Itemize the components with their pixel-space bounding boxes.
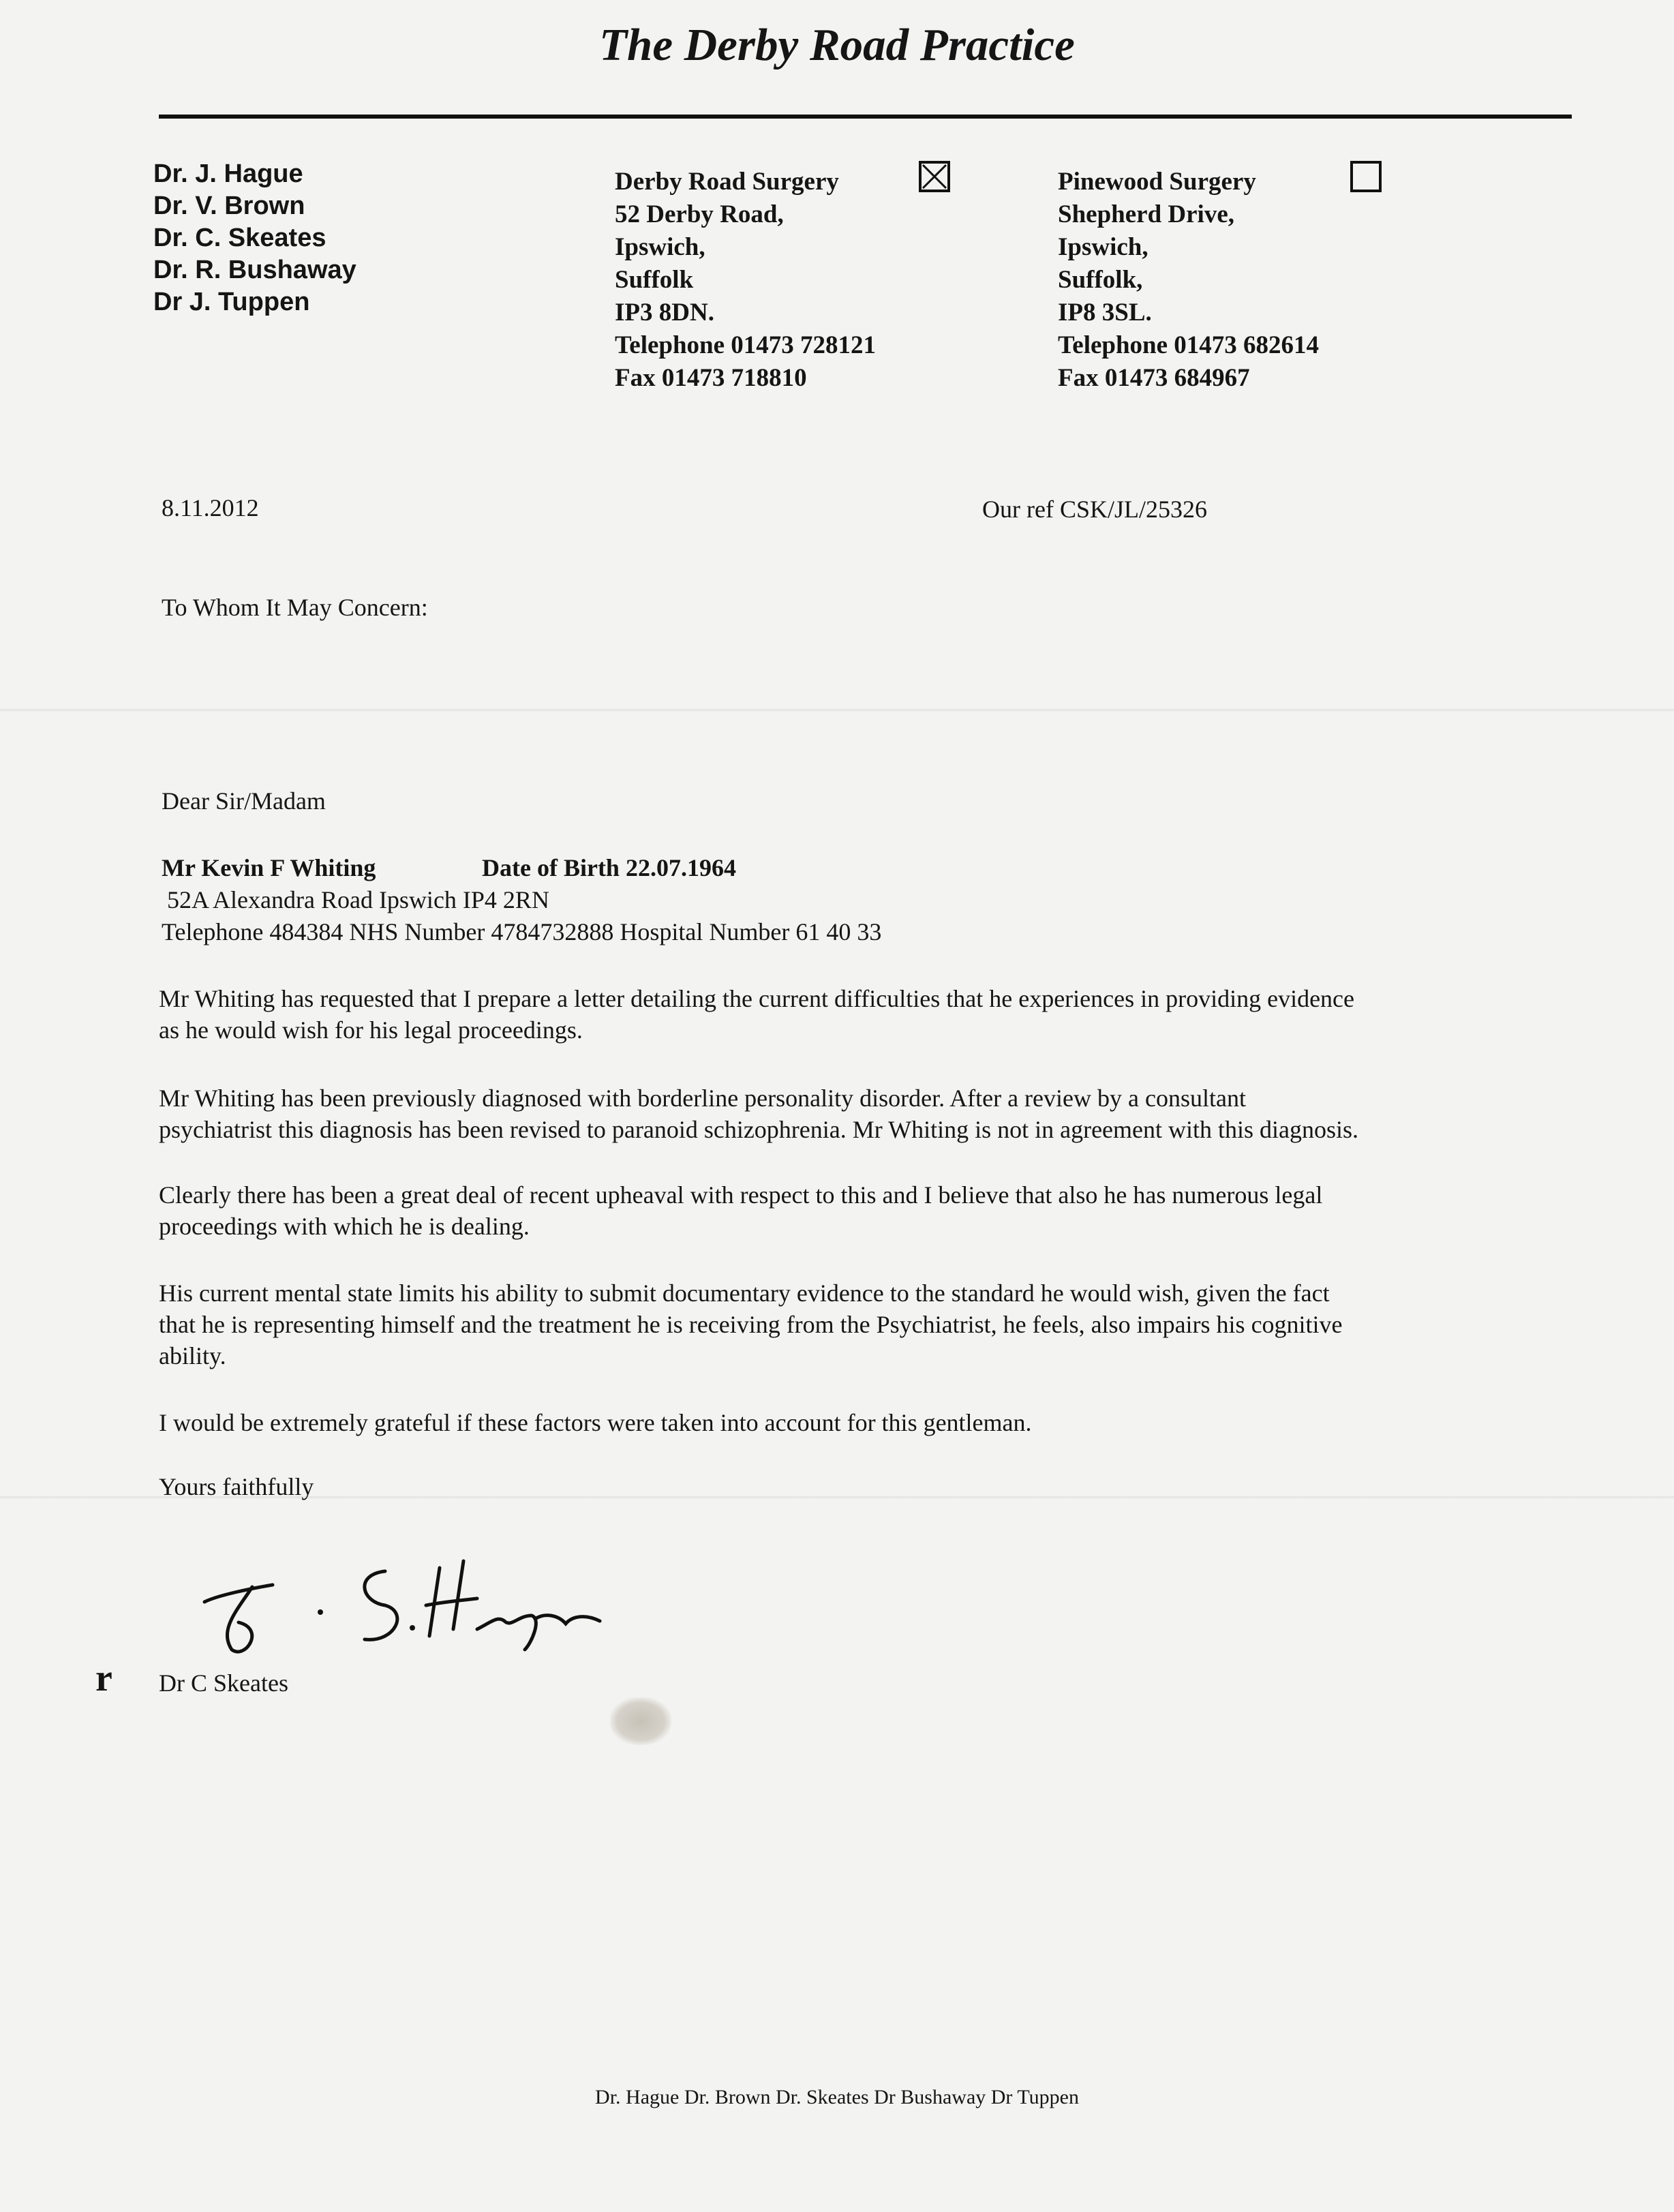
doctor-name: Dr. V. Brown xyxy=(153,192,305,220)
patient-name: Mr Kevin F Whiting xyxy=(162,854,376,881)
body-paragraph xyxy=(159,1082,1570,1145)
telephone-line: Telephone 01473 682614 xyxy=(1058,331,1320,359)
paragraph-line: His current mental state limits his ability to submit documentary evidence to the standard he would wish, given the fact xyxy=(159,1279,1330,1307)
address-line: Shepherd Drive, xyxy=(1058,200,1234,228)
doctor-list xyxy=(153,158,356,318)
paragraph-line: Clearly there has been a great deal of recent upheaval with respect to this and I believe that also he has numerous legal xyxy=(159,1181,1323,1209)
body-paragraph xyxy=(159,983,1570,1046)
address-line: IP8 3SL. xyxy=(1058,299,1152,327)
closing: Yours faithfully xyxy=(159,1473,314,1500)
doctor-name: Dr J. Tuppen xyxy=(153,288,310,316)
pinewood-checkbox-unchecked xyxy=(1350,161,1382,192)
paper-stain xyxy=(610,1697,671,1745)
paragraph-line: ability. xyxy=(159,1342,226,1369)
telephone-line: Telephone 01473 728121 xyxy=(615,331,877,359)
letter-date: 8.11.2012 xyxy=(162,494,259,521)
doctor-name: Dr. R. Bushaway xyxy=(153,256,356,284)
patient-contact-line: Telephone 484384 NHS Number 4784732888 Hospital Number 61 40 33 xyxy=(162,918,882,945)
body-paragraph xyxy=(159,1407,1570,1438)
paragraph-line: as he would wish for his legal proceedings. xyxy=(159,1016,583,1044)
address-line: Suffolk xyxy=(615,266,694,294)
paragraph-line: that he is representing himself and the treatment he is receiving from the Psychiatrist, he feels, also impairs his cognitive xyxy=(159,1311,1343,1338)
paragraph-line: Mr Whiting has been previously diagnosed with borderline personality disorder. After a review by a consultant xyxy=(159,1085,1246,1112)
surgery-address-pinewood xyxy=(1058,166,1319,395)
patient-dob: Date of Birth 22.07.1964 xyxy=(482,854,736,881)
body-paragraph xyxy=(159,1277,1570,1372)
paragraph-line: Mr Whiting has requested that I prepare a letter detailing the current difficulties that he experiences in providing evidence xyxy=(159,985,1355,1012)
fax-line: Fax 01473 684967 xyxy=(1058,364,1250,392)
doctor-name: Dr. J. Hague xyxy=(153,160,303,188)
address-line: Ipswich, xyxy=(1058,233,1148,261)
header-rule xyxy=(159,115,1572,119)
doctor-name: Dr. C. Skeates xyxy=(153,224,326,252)
addressee: To Whom It May Concern: xyxy=(162,594,428,621)
practice-name: The Derby Road Practice xyxy=(599,20,1075,70)
address-line: Ipswich, xyxy=(615,233,705,261)
surgery-name: Pinewood Surgery xyxy=(1058,168,1256,196)
paper-fold xyxy=(0,709,1674,713)
handwritten-signature xyxy=(191,1547,627,1663)
paragraph-line: proceedings with which he is dealing. xyxy=(159,1213,530,1240)
salutation: Dear Sir/Madam xyxy=(162,787,326,815)
address-line: IP3 8DN. xyxy=(615,299,714,327)
footer-doctors: Dr. Hague Dr. Brown Dr. Skeates Dr Bushaway Dr Tuppen xyxy=(595,2086,1079,2108)
margin-mark-icon: r xyxy=(95,1657,112,1699)
patient-address: 52A Alexandra Road Ipswich IP4 2RN xyxy=(167,886,549,913)
surgery-address-derby-road xyxy=(615,166,876,395)
cross-mark-icon xyxy=(922,164,947,190)
derby-road-checkbox-checked xyxy=(919,161,950,192)
paragraph-line: psychiatrist this diagnosis has been revised to paranoid schizophrenia. Mr Whiting is not in agreement with this diagnosis. xyxy=(159,1116,1359,1143)
fax-line: Fax 01473 718810 xyxy=(615,364,807,392)
paragraph-line: I would be extremely grateful if these factors were taken into account for this gentleman. xyxy=(159,1409,1032,1436)
signatory-name: Dr C Skeates xyxy=(159,1669,288,1697)
surgery-name: Derby Road Surgery xyxy=(615,168,839,196)
address-line: Suffolk, xyxy=(1058,266,1143,294)
address-line: 52 Derby Road, xyxy=(615,200,784,228)
letter-reference: Our ref CSK/JL/25326 xyxy=(982,496,1207,523)
body-paragraph xyxy=(159,1179,1570,1242)
